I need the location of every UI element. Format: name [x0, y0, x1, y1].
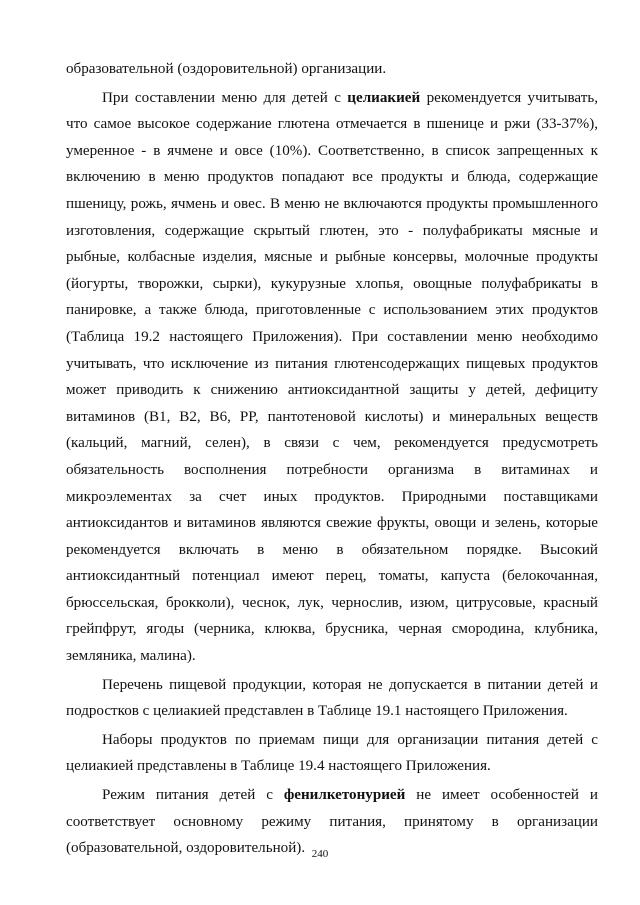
paragraph-text-lead: Режим питания детей с [102, 787, 284, 804]
paragraph-product-sets: Наборы продуктов по приемам пищи для организации питания детей с целиакией представлены в Таблице 19.4 настоящего Приложения. [66, 731, 598, 775]
paragraph-celiac-diet [66, 85, 598, 670]
paragraph-text-lead: При составлении меню для детей с [102, 89, 348, 106]
paragraph-text-body: не имеет особенностей и соответствует основному режиму питания, принятому в организации (образовательной, оздоровительной). [66, 787, 598, 857]
term-phenylketonuria: фенилкетонурией [283, 787, 406, 804]
term-celiac: целиакией [347, 89, 421, 106]
paragraph-prohibited-list: Перечень пищевой продукции, которая не допускается в питании детей и подростков с целиакией представлен в Таблице 19.1 настоящего Приложения. [66, 676, 598, 720]
document-body [66, 56, 598, 862]
paragraph-continuation: образовательной (оздоровительной) организации. [66, 61, 387, 77]
paragraph-text-body: рекомендуется учитывать, что самое высокое содержание глютена отмечается в пшенице и ржи (33-37%), умеренное - в ячмене и овсе (10%). Соответственно, в список запрещенных к включению в меню продуктов попадают все продукты и блюда, содержащие пшеницу, рожь, ячмень и овес. В меню не включаются продукты промышленного изготовления, содержащие скрытый глютен, это - полуфабрикаты мясные и рыбные, колбасные изделия, мясные и рыбные консервы, молочные продукты (йогурты, творожки, сырки), кукурузные хлопья, овощные полуфабрикаты в панировке, а также блюда, приготовленные с использованием этих продуктов (Таблица 19.2 настоящего Приложения). При составлении меню необходимо учитывать, что исключение из питания глютенсодержащих пищевых продуктов может приводить к снижению антиоксидантной защиты у детей, дефициту витаминов (B1, B2, B6, PP, пантотеновой кислоты) и минеральных веществ (кальций, магний, селен), в связи с чем, рекомендуется предусмотреть обязательность восполнения потребности организма в витаминах и микроэлементах за счет иных продуктов. Природными поставщиками антиоксидантов и витаминов являются свежие фрукты, овощи и зелень, которые рекомендуется включать в меню в обязательном порядке. Высокий антиоксидантный потенциал имеют перец, томаты, капуста (белокочанная, брюссельская, брокколи), чеснок, лук, чернослив, изюм, цитрусовые, красный грейпфрут, ягоды (черника, клюква, брусника, черная смородина, клубника, земляника, малина). [66, 89, 598, 665]
page-number: 240 [311, 848, 329, 860]
